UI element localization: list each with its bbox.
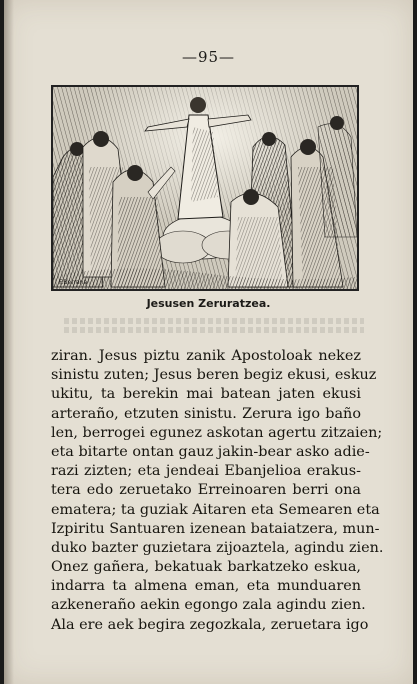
body-line: Ala ere aek begira zegozkala, zeruetara igo	[51, 616, 369, 633]
body-line: len, berrogei egunez askotan agertu zitzaien;	[51, 424, 383, 441]
body-line: sinistu zuten; Jesus beren begiz ekusi, eskuz	[51, 367, 377, 384]
book-page	[4, 0, 413, 684]
page-gutter-shadow	[4, 0, 14, 684]
body-line: razi zizten; eta jendeai Ebanjelioa erakus-	[51, 463, 361, 480]
body-line: azkeneraño aekin egongo zala agindu zien.	[51, 597, 366, 614]
ascension-engraving-icon	[53, 87, 357, 289]
body-line: tera edo zeruetako Erreinoaren berri ona	[51, 482, 361, 499]
bleed-through-text	[64, 318, 364, 342]
illustration-caption: Jesusen Zeruratzea.	[146, 297, 271, 310]
body-line: Izpiritu Santuaren izenean bataiatzera, mun-	[51, 520, 380, 537]
body-line: duko bazter guzietara zijoaztela, agindu zien.	[51, 539, 384, 556]
engraver-signature: F.Berrana	[59, 279, 88, 286]
body-line: ematera; ta guziak Aitaren eta Semearen eta	[51, 501, 380, 518]
body-line: arteraño, etzuten sinistu. Zerura igo baño	[51, 405, 361, 422]
page-number: —95—	[181, 48, 236, 66]
body-line: ziran. Jesus piztu zanik Apostoloak nekez	[51, 348, 361, 364]
body-text	[51, 347, 384, 635]
body-line: ukitu, ta berekin mai batean jaten ekusi	[51, 386, 361, 403]
ascension-illustration	[51, 85, 359, 291]
body-line: Onez gañera, bekatuak barkatzeko eskua,	[51, 559, 361, 576]
body-line: eta bitarte ontan gauz jakin-bear asko adie-	[51, 443, 370, 460]
body-line: indarra ta almena eman, eta munduaren	[51, 578, 361, 595]
